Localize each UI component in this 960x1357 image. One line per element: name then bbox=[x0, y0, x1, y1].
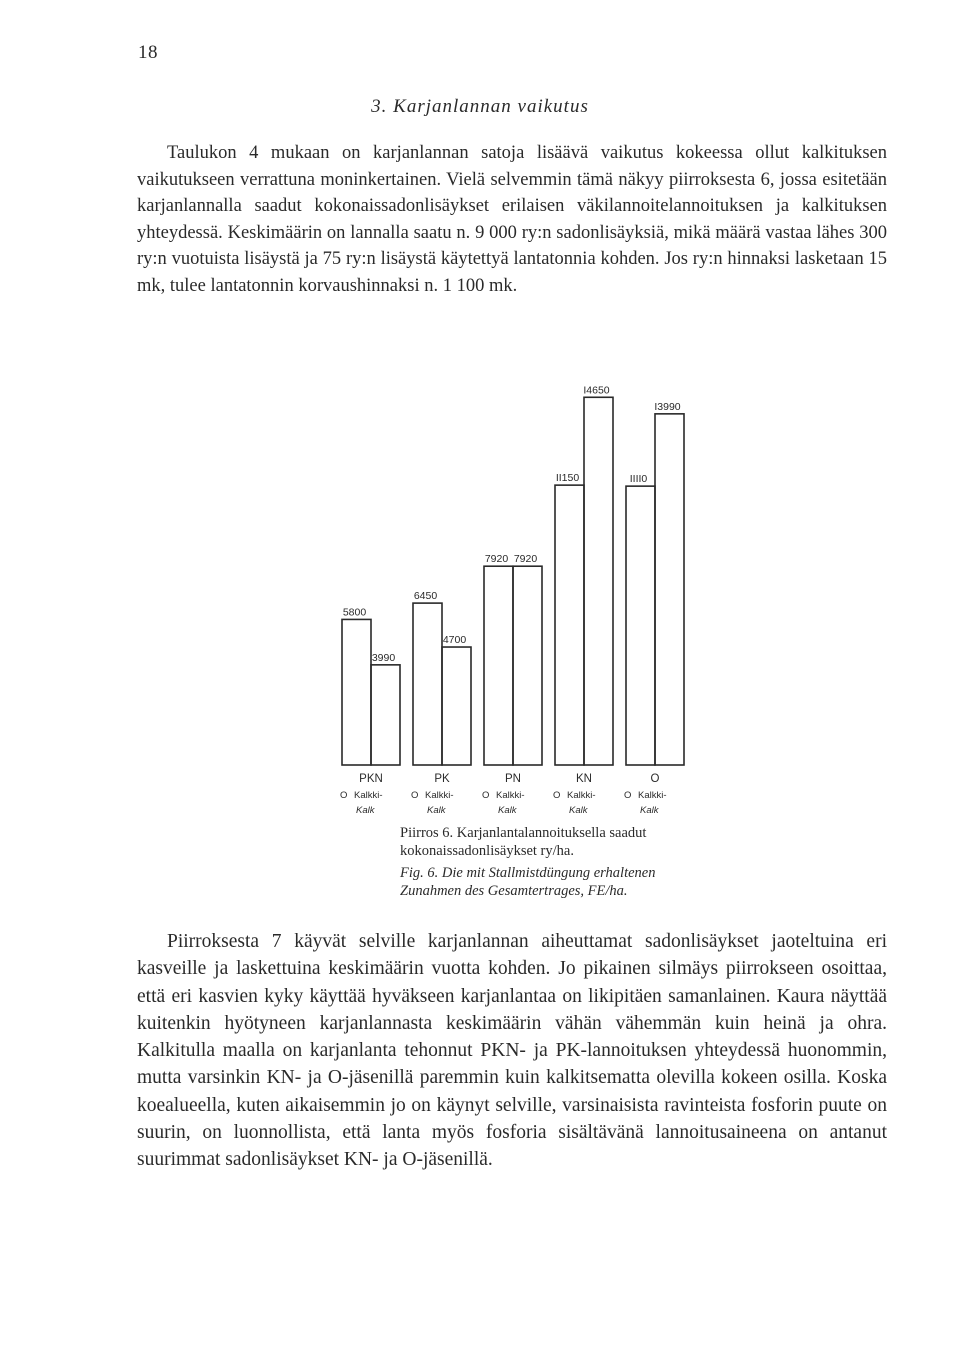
chart-category-label-kn: KN bbox=[576, 773, 592, 785]
chart-bar-o-2 bbox=[655, 414, 684, 765]
chart-sublabel-kalk: Kalk bbox=[569, 805, 588, 816]
chart-sublabel-o: O bbox=[340, 790, 348, 801]
chart-sublabel-kalkki: Kalkki- bbox=[425, 790, 454, 801]
chart-bar-pk-1 bbox=[413, 603, 442, 765]
figure-caption bbox=[400, 824, 720, 900]
paragraph-text: Taulukon 4 mukaan on karjanlannan satoja lisäävä vaikutus kokeessa ollut kalkituksen vaikutukseen verrattuna moninkertainen. Vielä selvemmin tämä näkyy piirroksesta 6, jossa esitetään karjanlannalla saadut kokonaissadonlisäykset erilaisen väkilannoitelannoituksen ja kalkituksen yhteydessä. Keskimäärin on lannalla saatu n. 9 000 ry:n sadonlisäyksiä, mikä määrä vastaa lähes 300 ry:n vuotuista lisäystä ja 75 ry:n lisäystä käytettyä lantatonnia kohden. Jos ry:n hinnaksi lasketaan 15 mk, tulee lantatonnin korvaushinnaksi n. 1 100 mk. bbox=[137, 143, 887, 296]
caption-fi-line-1: Piirros 6. Karjanlantalannoituksella saadut bbox=[400, 825, 647, 841]
chart-value-label: 4700 bbox=[442, 634, 467, 647]
chart-category-label-pkn: PKN bbox=[359, 773, 383, 785]
chart-bar-pk-2 bbox=[442, 647, 471, 765]
chart-bar-pkn-2 bbox=[371, 665, 400, 765]
chart-sublabel-o: O bbox=[553, 790, 561, 801]
yield-increase-bar-chart bbox=[330, 360, 710, 820]
caption-de-line-2: Zunahmen des Gesamtertrages, FE/ha. bbox=[400, 883, 628, 899]
caption-fi-line-2: kokonaissadonlisäykset ry/ha. bbox=[400, 843, 574, 859]
page-number: 18 bbox=[138, 42, 158, 63]
chart-value-label: II150 bbox=[555, 472, 580, 485]
chart-value-label: IIII0 bbox=[629, 473, 648, 486]
chart-value-label: 7920 bbox=[513, 553, 538, 566]
chart-sublabel-kalkki: Kalkki- bbox=[567, 790, 596, 801]
chart-sublabel-o: O bbox=[624, 790, 632, 801]
paragraph-text: Piirroksesta 7 käyvät selville karjanlannan aiheuttamat sadonlisäykset jaoteltuina eri kasveille ja laskettuina keskimäärin vuotta kohden. Jo pikainen silmäys piirrokseen osoittaa, että eri kasvien kyky käyttää hyväkseen karjanlantaa on likipitäen samanlainen. Kaura näyttää kuitenkin hyötyneen karjanlannasta keskimäärin vähän vähemmän kuin heinä ja ohra. Kalkitulla maalla on karjanlanta tehonnut PKN- ja PK-lannoituksen yhteydessä huonommin, mutta varsinkin KN- ja O-jäsenillä paremmin kuin kalkitsematta olevilla kokeen osilla. Koska koealueella, kuten aikaisemmin jo on käynyt selville, varsinaisista ravinteista fosforin puute on suurin, on luonnollista, että lanta myös fosforia sisältävänä lannoitusaineena on antanut suurimmat sadonlisäykset KN- ja O-jäsenillä. bbox=[137, 931, 887, 1171]
body-paragraph-2 bbox=[137, 928, 887, 1174]
chart-bar-o-1 bbox=[626, 486, 655, 765]
chart-sublabel-o: O bbox=[411, 790, 419, 801]
chart-sublabel-kalk: Kalk bbox=[427, 805, 446, 816]
chart-value-label: I4650 bbox=[583, 384, 610, 397]
chart-value-label: 7920 bbox=[484, 553, 509, 566]
chart-value-label: 6450 bbox=[413, 590, 438, 603]
chart-bar-pkn-1 bbox=[342, 619, 371, 765]
chart-sublabel-o: O bbox=[482, 790, 490, 801]
chart-bar-kn-2 bbox=[584, 397, 613, 765]
chart-category-label-o: O bbox=[650, 773, 660, 785]
chart-value-label: 5800 bbox=[342, 606, 367, 619]
caption-de-line-1: Fig. 6. Die mit Stallmistdüngung erhaltenen bbox=[400, 865, 656, 881]
chart-category-label-pk: PK bbox=[434, 773, 450, 785]
body-paragraph-1 bbox=[137, 140, 887, 300]
chart-sublabel-kalk: Kalk bbox=[640, 805, 659, 816]
chart-sublabel-kalkki: Kalkki- bbox=[354, 790, 383, 801]
chart-bar-pn-1 bbox=[484, 566, 513, 765]
chart-category-label-pn: PN bbox=[505, 773, 521, 785]
chart-sublabel-kalk: Kalk bbox=[498, 805, 517, 816]
chart-value-label: 3990 bbox=[371, 651, 396, 664]
section-title: 3. Karjanlannan vaikutus bbox=[371, 96, 589, 117]
chart-sublabel-kalkki: Kalkki- bbox=[496, 790, 525, 801]
chart-sublabel-kalk: Kalk bbox=[356, 805, 375, 816]
chart-value-label: I3990 bbox=[654, 400, 681, 413]
chart-bar-kn-1 bbox=[555, 485, 584, 765]
chart-bar-pn-2 bbox=[513, 566, 542, 765]
chart-sublabel-kalkki: Kalkki- bbox=[638, 790, 667, 801]
